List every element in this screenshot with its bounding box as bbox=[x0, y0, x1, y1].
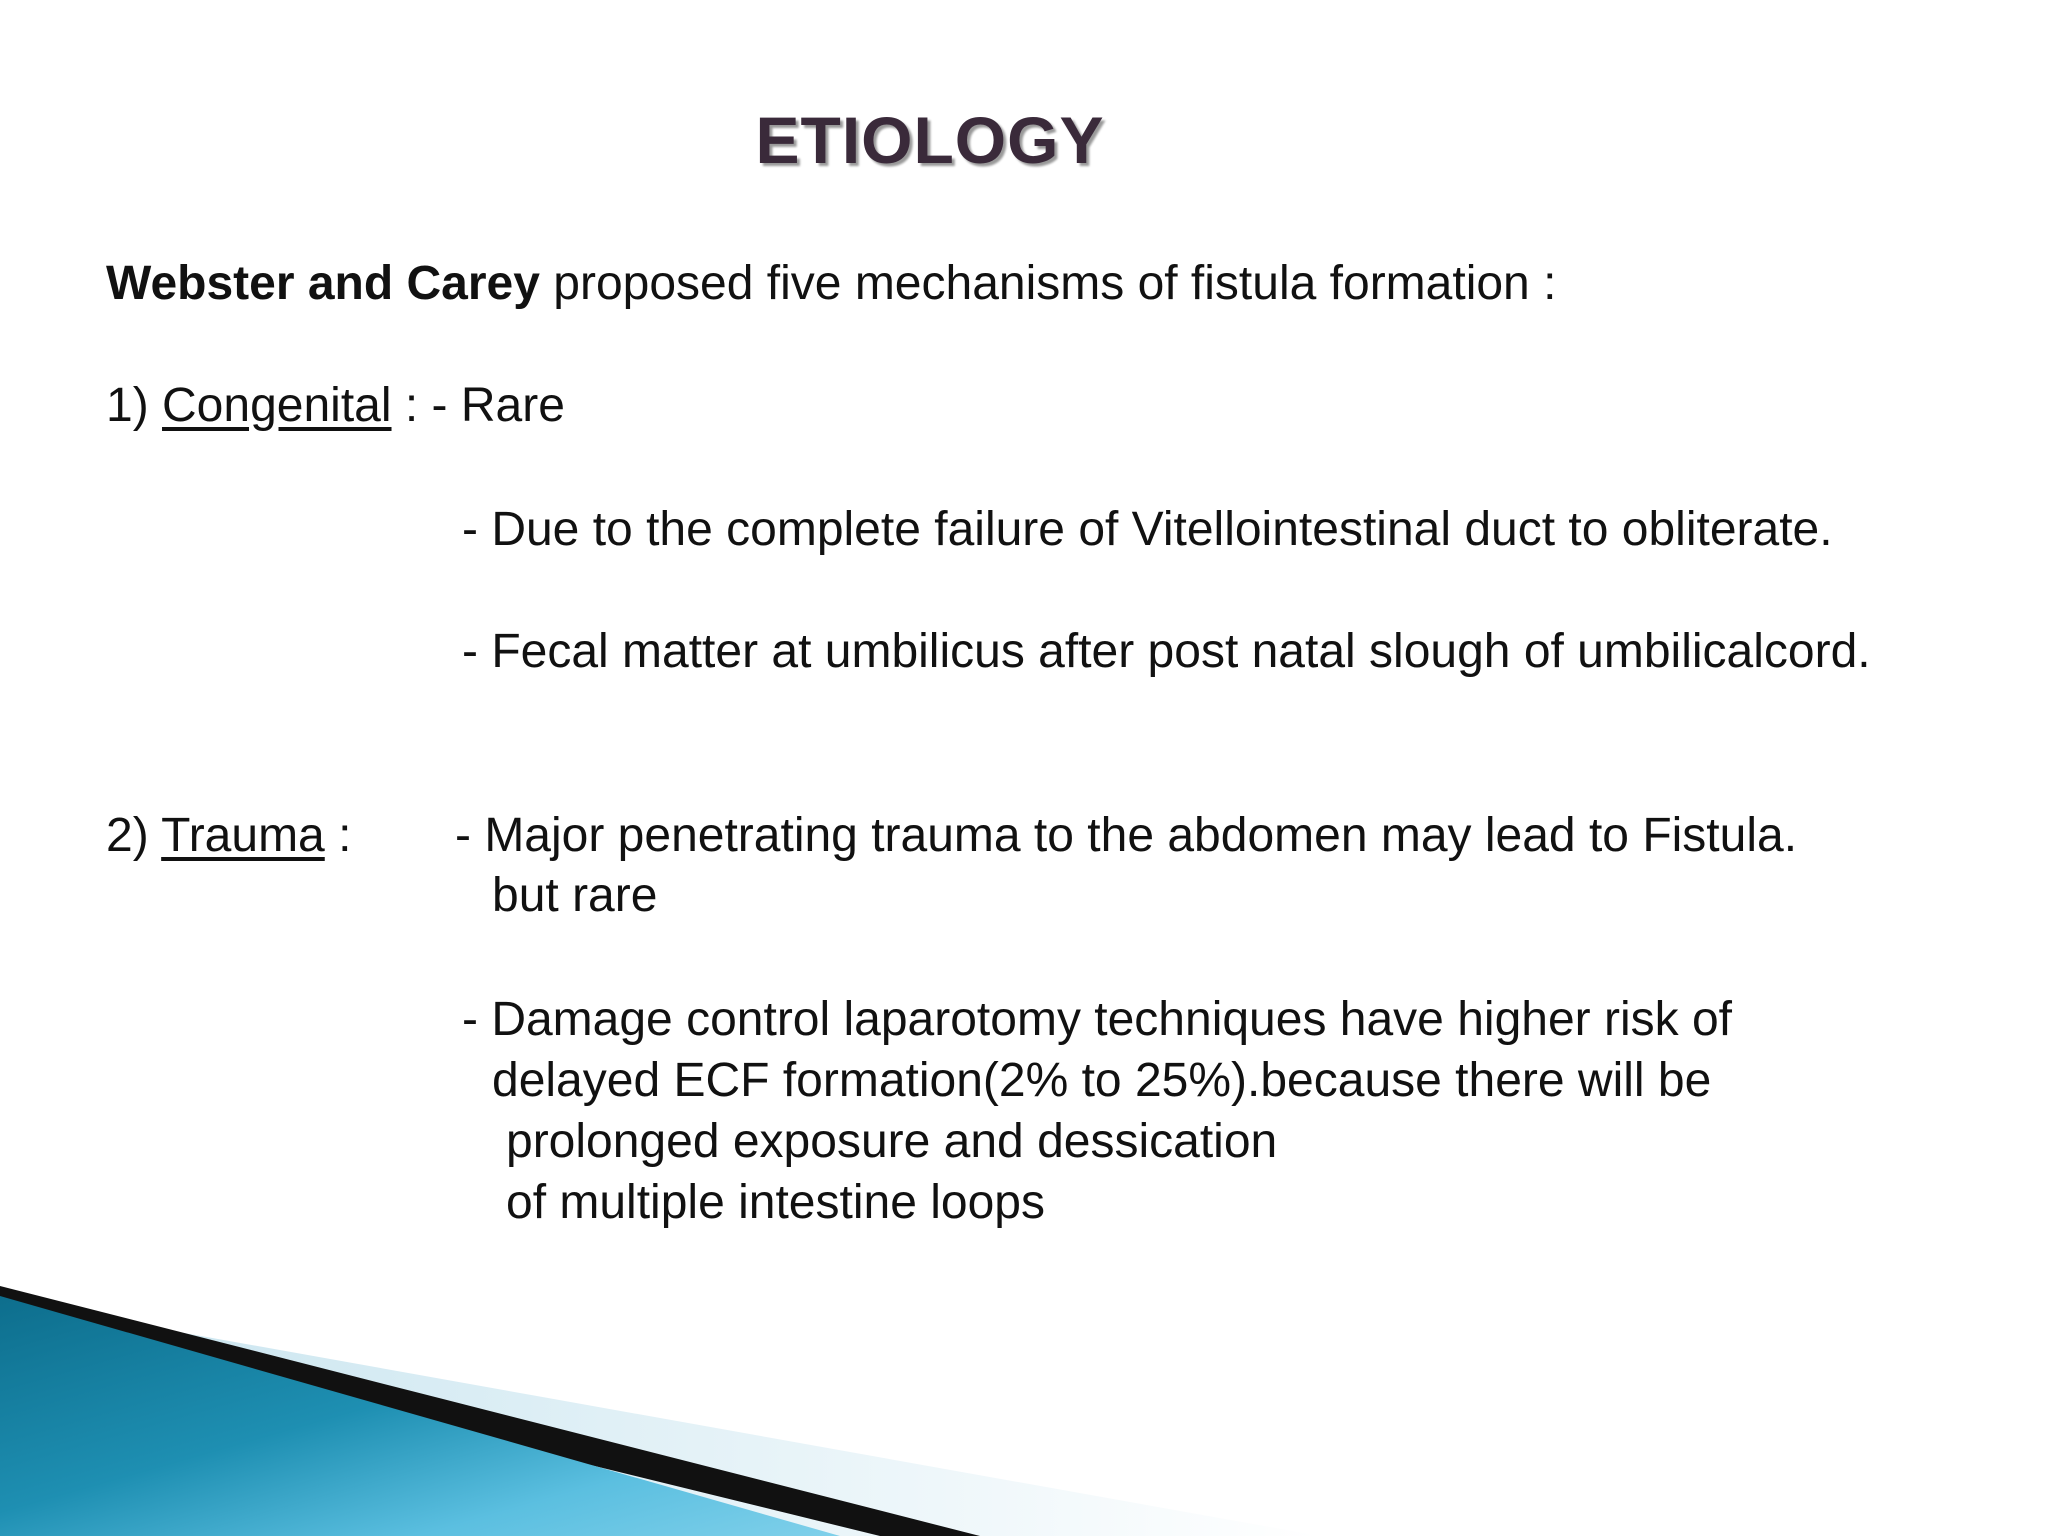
item-1-term: Congenital bbox=[162, 379, 392, 432]
item-2-point-2-line-2: delayed ECF formation(2% to 25%).because there will be bbox=[492, 1054, 1712, 1107]
item-1-point-2: - Fecal matter at umbilicus after post natal slough of umbilicalcord. bbox=[462, 625, 1871, 678]
item-2-point-1-line-2: but rare bbox=[492, 869, 658, 922]
item-1-point-1: - Due to the complete failure of Vitellointestinal duct to obliterate. bbox=[462, 503, 1833, 556]
item-1-number: 1) bbox=[106, 379, 163, 432]
intro-line bbox=[106, 256, 1556, 311]
item-2-point-1-line-1: - Major penetrating trauma to the abdomen may lead to Fistula. bbox=[455, 809, 1798, 862]
item-2-term: Trauma bbox=[161, 809, 325, 862]
item-1-suffix: : - Rare bbox=[391, 379, 565, 432]
intro-authors: Webster and Carey bbox=[106, 257, 540, 310]
item-2-point-2-line-1: - Damage control laparotomy techniques have higher risk of bbox=[462, 993, 1732, 1046]
item-2-suffix: : bbox=[324, 809, 352, 862]
item-1-heading bbox=[106, 378, 565, 433]
item-2-point-2-line-4: of multiple intestine loops bbox=[506, 1176, 1045, 1229]
blue-triangle-shape bbox=[0, 1296, 840, 1536]
item-2-point-2-line-3: prolonged exposure and dessication bbox=[506, 1115, 1278, 1168]
item-2-number: 2) bbox=[106, 809, 162, 862]
intro-text: proposed five mechanisms of fistula formation : bbox=[539, 257, 1557, 310]
item-2-heading bbox=[106, 808, 351, 863]
slide-title: ETIOLOGY bbox=[755, 103, 1105, 177]
